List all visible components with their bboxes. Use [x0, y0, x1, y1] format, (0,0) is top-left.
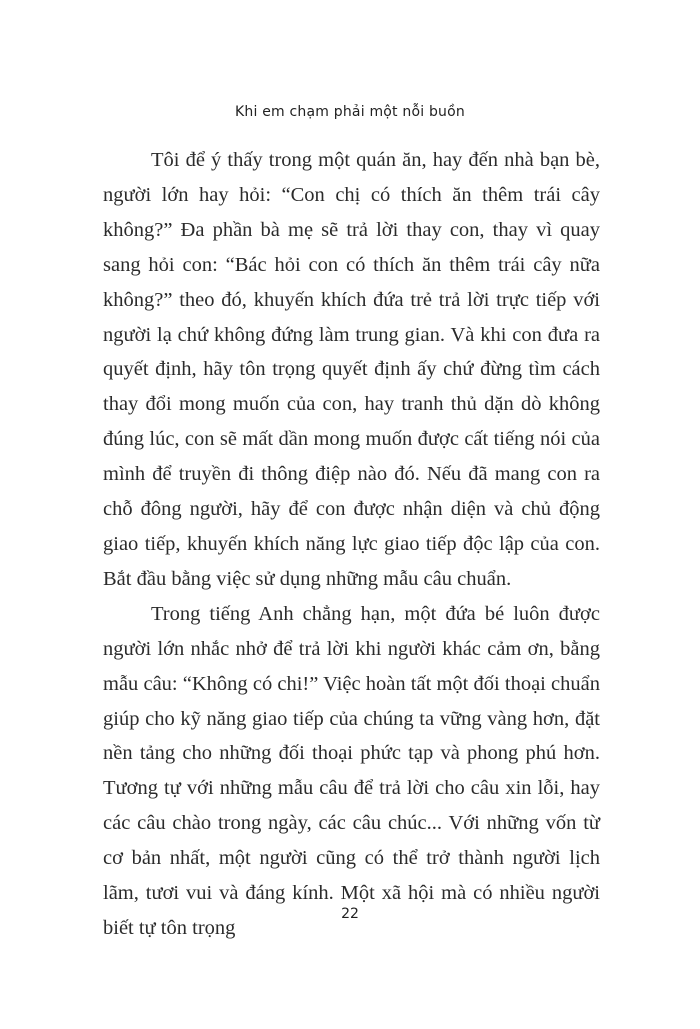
running-header-title: Khi em chạm phải một nỗi buồn — [235, 104, 465, 120]
page-number: 22 — [341, 906, 359, 922]
paragraph-2: Trong tiếng Anh chẳng hạn, một đứa bé luôn được người lớn nhắc nhở để trả lời khi người khác cảm ơn, bằng mẫu câu: “Không có chi!” Việc hoàn tất một đối thoại chuẩn giúp cho kỹ năng giao tiếp của chúng ta vững vàng hơn, đặt nền tảng cho những đối thoại phức tạp và phong phú hơn. Tương tự với những mẫu câu để trả lời cho câu xin lỗi, hay các câu chào trong ngày, các câu chúc... Với những vốn từ cơ bản nhất, một người cũng có thể trở thành người lịch lãm, tươi vui và đáng kính. Một xã hội mà có nhiều người biết tự tôn trọng — [103, 602, 600, 939]
body-text — [103, 143, 600, 946]
paragraph-1: Tôi để ý thấy trong một quán ăn, hay đến nhà bạn bè, người lớn hay hỏi: “Con chị có thích ăn thêm trái cây không?” Đa phần bà mẹ sẽ trả lời thay con, thay vì quay sang hỏi con: “Bác hỏi con có thích ăn thêm trái cây nữa không?” theo đó, khuyến khích đứa trẻ trả lời trực tiếp với người lạ chứ không đứng làm trung gian. Và khi con đưa ra quyết định, hãy tôn trọng quyết định ấy chứ đừng tìm cách thay đổi mong muốn của con, hay tranh thủ dặn dò không đúng lúc, con sẽ mất dần mong muốn được cất tiếng nói của mình để truyền đi thông điệp nào đó. Nếu đã mang con ra chỗ đông người, hãy để con được nhận diện và chủ động giao tiếp, khuyến khích năng lực giao tiếp độc lập của con. Bắt đầu bằng việc sử dụng những mẫu câu chuẩn. — [103, 149, 600, 590]
